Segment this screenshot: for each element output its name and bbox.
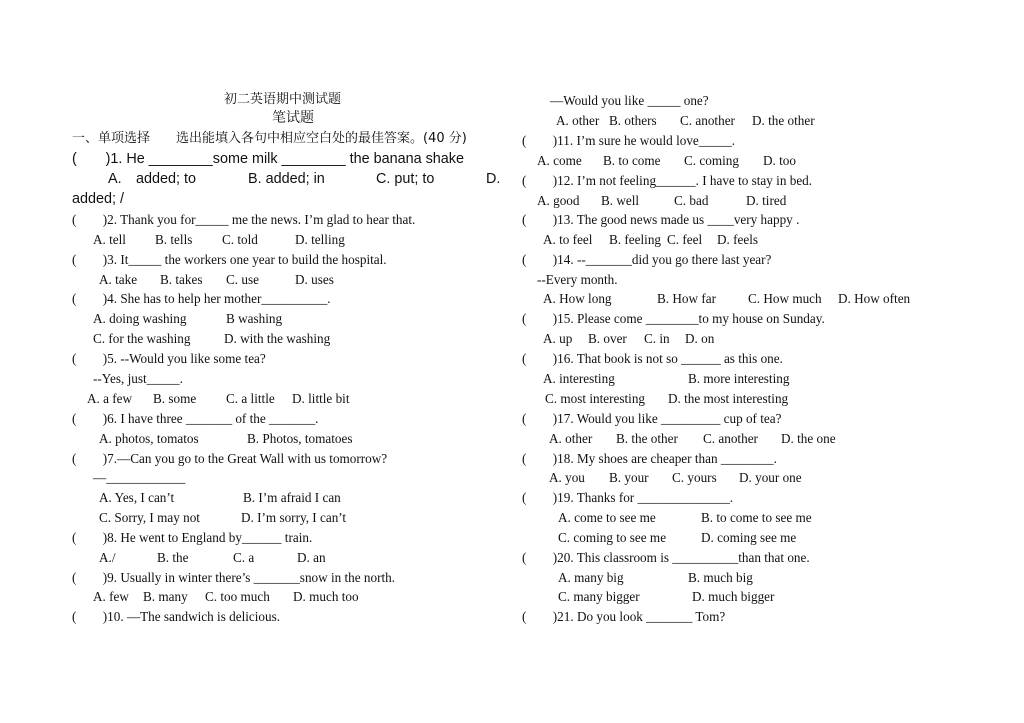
q1-option-c: C. put; to [376, 171, 435, 187]
q15-option-b: B. over [588, 331, 627, 346]
q9-option-c: C. too much [205, 589, 270, 604]
q17-option-d: D. the one [781, 431, 836, 446]
exam-title: 初二英语期中测试题 [224, 92, 342, 107]
q14-option-a: A. How long [543, 291, 612, 306]
q8-option-c: C. a [233, 550, 255, 565]
q11-option-a: A. come [537, 153, 582, 168]
question-16: ( )16. That book is not so ______ as this one. [522, 351, 783, 366]
q16-option-b: B. more interesting [688, 371, 790, 386]
question-21: ( )21. Do you look _______ Tom? [522, 609, 726, 624]
q4-option-d: D. with the washing [224, 331, 331, 346]
question-11: ( )11. I’m sure he would love_____. [522, 133, 736, 148]
q9-option-d: D. much too [293, 589, 359, 604]
q7-option-a: A. Yes, I can’t [99, 490, 175, 505]
q19-option-c: C. coming to see me [558, 530, 667, 545]
q1-option-a: A. added; to [108, 171, 197, 187]
question-12: ( )12. I’m not feeling______. I have to stay in bed. [522, 173, 813, 188]
q19-option-a: A. come to see me [558, 510, 656, 525]
q1-option-b: B. added; in [248, 171, 325, 187]
q13-option-b: B. feeling [609, 232, 662, 247]
q10-option-c: C. another [680, 113, 735, 128]
question-18: ( )18. My shoes are cheaper than ________. [522, 451, 777, 466]
q7-option-c: C. Sorry, I may not [99, 510, 200, 525]
q2-option-c: C. told [222, 232, 258, 247]
q14-option-b: B. How far [657, 291, 716, 306]
q17-option-c: C. another [703, 431, 758, 446]
q11-option-d: D. too [763, 153, 796, 168]
question-5: ( )5. --Would you like some tea? [72, 351, 266, 366]
q11-option-b: B. to come [603, 153, 661, 168]
q19-option-d: D. coming see me [701, 530, 797, 545]
q15-option-c: C. in [644, 331, 670, 346]
q18-option-d: D. your one [739, 470, 802, 485]
q18-option-c: C. yours [672, 470, 717, 485]
q12-option-a: A. good [537, 193, 580, 208]
q13-option-c: C. feel [667, 232, 703, 247]
q17-option-b: B. the other [616, 431, 678, 446]
q17-option-a: A. other [549, 431, 593, 446]
q18-option-a: A. you [549, 470, 585, 485]
question-3: ( )3. It_____ the workers one year to build the hospital. [72, 252, 387, 267]
q12-option-b: B. well [601, 193, 640, 208]
q8-option-b: B. the [157, 550, 189, 565]
q5-reply: --Yes, just_____. [93, 371, 183, 386]
q7-option-d: D. I’m sorry, I can’t [241, 510, 347, 525]
q20-option-a: A. many big [558, 570, 624, 585]
q4-option-c: C. for the washing [93, 331, 191, 346]
q14-reply: --Every month. [537, 272, 618, 287]
question-8: ( )8. He went to England by______ train. [72, 530, 313, 545]
q16-option-a: A. interesting [543, 371, 615, 386]
q8-option-a: A./ [99, 550, 116, 565]
q3-option-a: A. take [99, 272, 138, 287]
question-1: ( )1. He ________some milk ________ the banana shake [72, 151, 464, 167]
q20-option-b: B. much big [688, 570, 753, 585]
q6-option-b: B. Photos, tomatoes [247, 431, 353, 446]
q9-option-a: A. few [93, 589, 129, 604]
q2-option-a: A. tell [93, 232, 126, 247]
question-13: ( )13. The good news made us ____very happy . [522, 212, 800, 227]
q11-option-c: C. coming [684, 153, 739, 168]
q10-reply: —Would you like _____ one? [550, 93, 709, 108]
q4-option-b: B washing [226, 311, 283, 326]
q6-option-a: A. photos, tomatos [99, 431, 199, 446]
q7-reply: —____________ [93, 470, 186, 485]
q16-option-d: D. the most interesting [668, 391, 789, 406]
q12-option-c: C. bad [674, 193, 709, 208]
q5-option-a: A. a few [87, 391, 133, 406]
q13-option-a: A. to feel [543, 232, 593, 247]
question-4: ( )4. She has to help her mother__________. [72, 291, 331, 306]
question-19: ( )19. Thanks for ______________. [522, 490, 734, 505]
q9-option-b: B. many [143, 589, 188, 604]
q3-option-c: C. use [226, 272, 259, 287]
q19-option-b: B. to come to see me [701, 510, 812, 525]
q1-option-d-text: added; / [72, 191, 125, 207]
right-column [512, 0, 1024, 723]
q14-option-c: C. How much [748, 291, 822, 306]
exam-subtitle: 笔试题 [272, 110, 314, 126]
question-10: ( )10. —The sandwich is delicious. [72, 609, 281, 624]
q10-option-a: A. other [556, 113, 600, 128]
q16-option-c: C. most interesting [545, 391, 646, 406]
q7-option-b: B. I’m afraid I can [243, 490, 341, 505]
q10-option-d: D. the other [752, 113, 815, 128]
question-9: ( )9. Usually in winter there’s _______snow in the north. [72, 570, 396, 585]
q20-option-c: C. many bigger [558, 589, 640, 604]
question-7: ( )7.—Can you go to the Great Wall with us tomorrow? [72, 451, 388, 466]
q3-option-b: B. takes [160, 272, 203, 287]
q20-option-d: D. much bigger [692, 589, 775, 604]
q5-option-b: B. some [153, 391, 197, 406]
question-6: ( )6. I have three _______ of the _______. [72, 411, 319, 426]
q15-option-d: D. on [685, 331, 715, 346]
q5-option-c: C. a little [226, 391, 275, 406]
q2-option-b: B. tells [155, 232, 193, 247]
section-instruction: 一、单项选择 选出能填入各句中相应空白处的最佳答案。(40 分) [72, 131, 467, 146]
q5-option-d: D. little bit [292, 391, 350, 406]
q13-option-d: D. feels [717, 232, 759, 247]
q8-option-d: D. an [297, 550, 326, 565]
q4-option-a: A. doing washing [93, 311, 187, 326]
q18-option-b: B. your [609, 470, 649, 485]
q3-option-d: D. uses [295, 272, 334, 287]
q2-option-d: D. telling [295, 232, 345, 247]
q15-option-a: A. up [543, 331, 573, 346]
q1-option-d: D. [486, 171, 501, 187]
question-2: ( )2. Thank you for_____ me the news. I’m glad to hear that. [72, 212, 416, 227]
q10-option-b: B. others [609, 113, 657, 128]
q14-option-d: D. How often [838, 291, 911, 306]
question-20: ( )20. This classroom is __________than that one. [522, 550, 810, 565]
q12-option-d: D. tired [746, 193, 787, 208]
question-14: ( )14. --_______did you go there last year? [522, 252, 772, 267]
question-15: ( )15. Please come ________to my house on Sunday. [522, 311, 825, 326]
question-17: ( )17. Would you like _________ cup of tea? [522, 411, 782, 426]
